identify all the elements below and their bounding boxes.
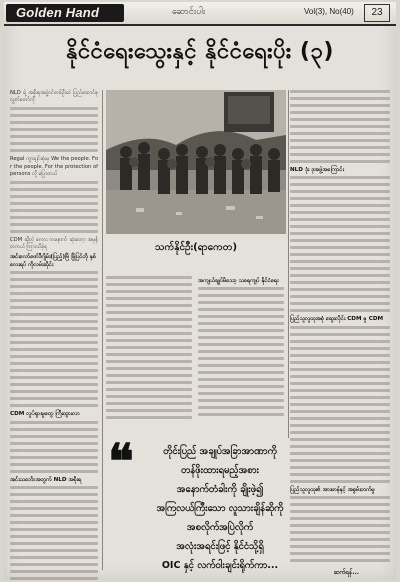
right-text-block-1 [290,90,390,163]
pull-quote-line: တန်ဖိုးထားရမည့်အစား [181,465,259,476]
right-subheading-3: ပြည်သူလူထု၏ အားမာန်နှင့် အစွမ်းတက်မှု [290,486,375,493]
logo-text: Golden Hand [16,5,100,20]
right-column [290,90,390,566]
quote-mark-icon: ❝ [108,434,134,490]
right-subheading-2: ပြည်သူလူထုအစုံ ဆွေးလိုင်း CDM ဇူ CDM [290,316,384,323]
left-text-block-4 [10,421,98,473]
section-label: ဆောင်းပါး [172,7,206,17]
photo-illustration [106,90,286,234]
mid-subheading: အကျယ်ချုပ်မိသော့ သရေကျပ် နိုင်ငံရေး [198,278,279,284]
left-text-block-3 [10,271,98,407]
right-text-block-2 [290,176,390,312]
right-subheading-1: NLD ဒုံး ဒုအဖွဲ့အကြောင်း [290,167,344,173]
left-text-block-5 [10,486,98,580]
magazine-page [4,2,396,580]
left-subheading-3: အင်းသင်္ဘောအတွက် NLD အစိုးရ [10,476,82,483]
pull-quote [140,442,300,575]
left-text-block-1 [10,107,98,152]
left-paragraph-2: Regal ကွာချင်ဆုံးမှ We the people. For the people. For the protection of persons လို့ ပြောတယ် [10,156,98,177]
left-subheading-1: အင်းလော်ဖော်ဒီဂျိမ်း(ပြည့်)ဗြိ ဖြိုပြင်တို နှစ်လေးရပ် ကိုလမ်းဆိုင်း [10,254,96,268]
page-header [4,2,396,26]
mid-text-block-1 [106,276,192,419]
pull-quote-line: တိုင်းပြည် အချုပ်အခြာအာဏာကို [163,446,277,457]
left-column [10,90,98,580]
mid-text-block-2 [198,287,284,416]
article-headline: နိုင်ငံရေးသွေးနှင့် နိုင်ငံရေးပိုး (၃) [66,39,334,64]
left-paragraph-1: NLD ရဲ့ အစိုးရအဖွဲ့ဝင်တစ်ဦးထဲ ပြည်ထောင်စုလွှတ်တော်ကို [10,90,98,104]
left-text-block-2 [10,181,98,233]
column-divider-right [288,90,289,438]
pull-quote-line: OIC နှင့် လက်ဝါးချင်းရိုက်ကာ... [161,560,279,571]
left-paragraph-3: CDM ဆိုတဲ့ စကား ကနောက် ဆုံးတော့ အမှန်တကယ် ကြားသိခဲ့ရ [10,237,98,251]
right-text-block-4 [290,496,390,562]
volume-number: Vol(3), No(40) [304,7,354,16]
right-text-block-3 [290,326,390,483]
middle-column [106,276,284,423]
pull-quote-line: အစလိုက်အပြဲလိုက် [186,522,254,533]
pull-quote-line: အလုံးအရင်းဖြင့် နိုင်ငံသို့ရှိ [176,541,264,552]
page-number: 23 [364,4,390,22]
continued-label: ဆက်ရန်... [334,569,360,576]
magazine-logo [6,4,124,22]
column-divider-left [102,90,103,570]
photo-caption: သက်နိုင်ဦး(ရာကေတ) [154,242,238,253]
protest-crowd-photo [106,90,286,234]
pull-quote-line: အနောက်တံခါးကို ချိုးဖဲ့၍ [176,484,264,495]
left-subheading-2: CDM လှုပ်ရှားမှုတွေ ကြီးထွားလာ [10,411,80,418]
pull-quote-line: အကြလယ်ကြီးသော လူသားချိန်ဆိုကို [156,503,284,514]
